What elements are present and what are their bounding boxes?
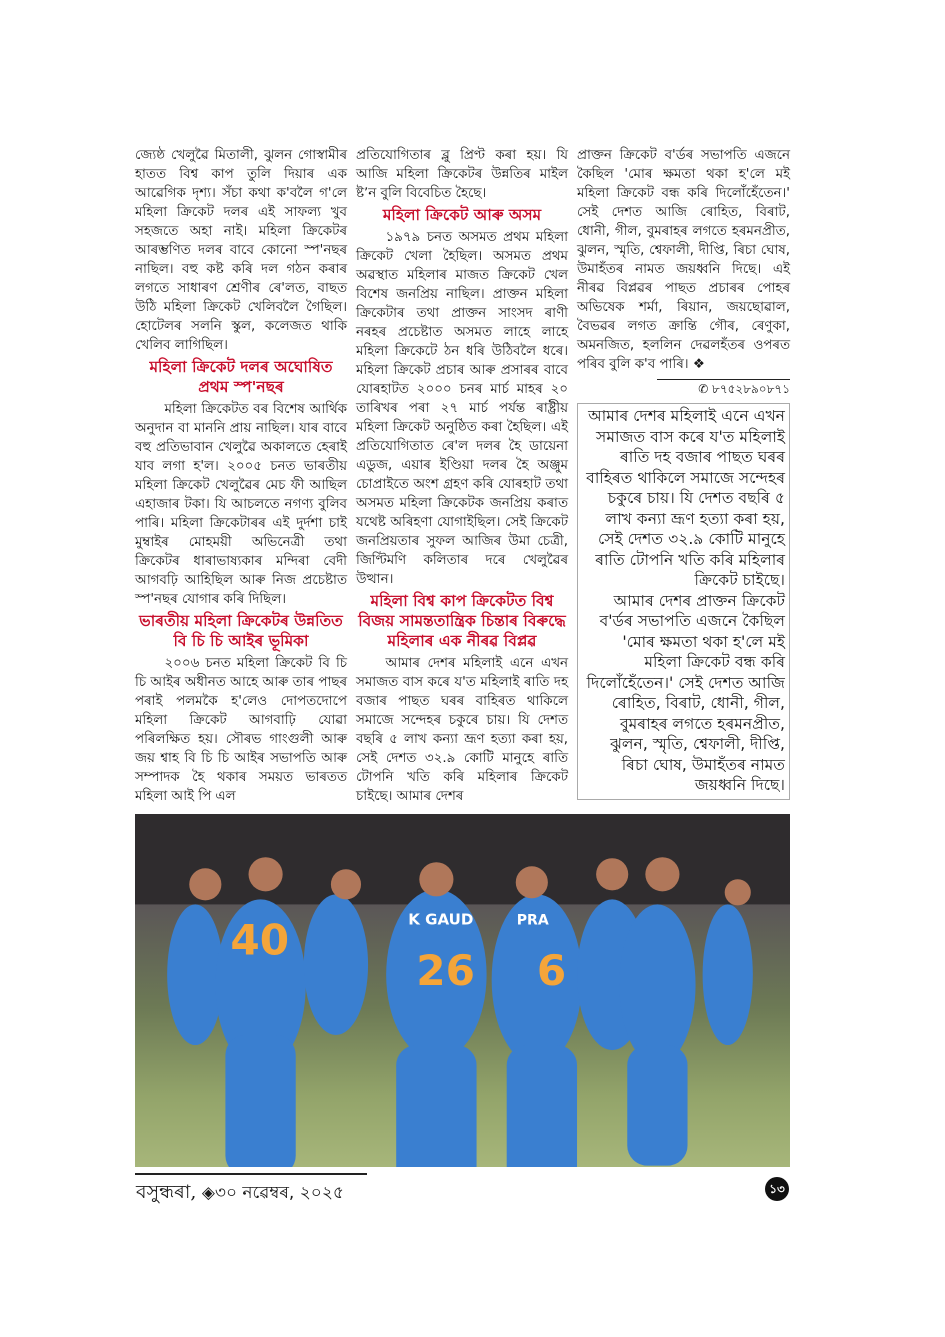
player <box>304 894 368 1035</box>
column-2 <box>356 146 568 806</box>
subheading: ভাৰতীয় মহিলা ক্রিকেটৰ উন্নতিত বি চি চি আইৰ ভূমিকা <box>139 612 343 650</box>
subheading: মহিলা ক্রিকেট দলৰ অঘোষিত প্রথম স্প'নছৰ <box>149 358 333 396</box>
stadium-background <box>135 814 790 904</box>
paragraph: আমাৰ দেশৰ মহিলাই এনে এখন সমাজত বাস কৰে য'ত মহিলাই ৰাতি দহ বজাৰ পাছত ঘৰৰ বাহিৰত থাকিলে সমাজে সন্দেহৰ চকুৰে চায়। যি দেশত বছৰি ৫ লাখ কন্যা ভ্রূণ হত্যা কৰা হয়, সেই দেশত ৩২.৯ কোটি মানুহে ৰাতি টোপনি খতি কৰি মহিলাৰ ক্রিকেট চাইছে। আমাৰ দেশৰ <box>356 656 568 804</box>
paragraph: ১৯৭৯ চনত অসমত প্রথম মহিলা ক্রিকেট খেলা হৈছিল। অসমত প্রথম অৱস্থাত মহিলাৰ মাজত ক্রিকেট খেল বিশেষ জনপ্রিয় নাছিল। প্রাক্তন মহিলা ক্রিকেটাৰ তথা প্রাক্তন সাংসদ ৰাণী নৰহৰ প্রচেষ্টাত অসমত লাহে লাহে মহিলা ক্রিকেটে ঠন ধৰি উঠিবলৈ ধৰে। মহিলা ক্রিকেট প্রচাৰ আৰু প্রসাৰৰ বাবে যোৰহাটত ২০০০ চনৰ মার্চ মাহৰ ২০ তাৰিখৰ পৰা ২৭ মার্চ পর্যন্ত ৰাষ্ট্রীয় মহিলা ক্রিকেট অনুষ্ঠিত কৰা হৈছিল। এই প্রতিযোগিতাত ৰে'ল দলৰ হৈ ডায়েনা এডুজ, এয়াৰ ইণ্ডিয়া দলৰ হৈ অঞ্জুম চোপ্রাইতে অংশ গ্রহণ কৰি যোৰহাট তথা অসমত মহিলা ক্রিকেটক জনপ্রিয় কৰাত যথেষ্ট অৰিহণা যোগাইছিল। সেই ক্রিকেট জনপ্রিয়তাৰ সুফল আজিৰ উমা চেত্রী, জিণ্টিমণি কলিতাৰ দৰে খেলুৱৈৰ উত্থান। <box>356 230 568 587</box>
pull-quote-box <box>577 403 790 800</box>
paragraph: প্রাক্তন ক্রিকেট ব'র্ডৰ সভাপতি এজনে কৈছিল 'মোৰ ক্ষমতা থকা হ'লে মই মহিলা ক্রিকেট বন্ধ কৰি দিলোঁহেঁতেন।' সেই দেশত আজি ৰোহিত, বিৰাট, ধোনী, গীল, বুমৰাহৰ লগতে হৰমনপ্রীত, ঝুলন, স্মৃতি, শ্বেফালী, দীপ্তি, ৰিচা ঘোষ, উমাহঁতৰ নামত জয়ধ্বনি দিছে। এই নীৰৱ বিপ্লৱৰ পাছত প্রচাৰৰ পোহৰ অভিষেক শর্মা, ৰিয়ান, জয়ছোৱাল, বৈভৱৰ লগত ক্রান্তি গৌৰ, ৰেণুকা, অমনজিত, হললিন দেৱলহঁতৰ ওপৰত পৰিব বুলি ক'ব পাৰি। ❖ <box>577 148 790 372</box>
pull-quote-paragraph: আমাৰ দেশৰ প্রাক্তন ক্রিকেট ব'র্ডৰ সভাপতি এজনে কৈছিল 'মোৰ ক্ষমতা থকা হ'লে মই মহিলা ক্রিকেট বন্ধ কৰি দিলোঁহেঁতেন।' সেই দেশত আজি ৰোহিত, বিৰাট, ধোনী, গীল, বুমৰাহৰ লগতে হৰমনপ্রীত, ঝুলন, স্মৃতি, শ্বেফালী, দীপ্তি, ৰিচা ঘোষ, উমাহঁতৰ নামত জয়ধ্বনি দিছে। <box>586 591 785 794</box>
player <box>703 904 753 1045</box>
jersey-name: PRA <box>516 912 549 929</box>
team-celebration-photo <box>135 814 790 1167</box>
player-legs <box>396 1045 476 1167</box>
magazine-name: বসুন্ধৰা, <box>136 1181 197 1203</box>
jersey-number: 40 <box>230 915 290 965</box>
article <box>135 146 790 1167</box>
jersey-name: K GAUD <box>408 910 474 929</box>
paragraph: প্রতিযোগিতাৰ ব্লু প্রিণ্ট কৰা হয়। যি আজি মহিলা ক্রিকেটৰ উন্নতিৰ মাইল ষ্টʼন বুলি বিবেচিত হৈছে। <box>356 148 568 201</box>
article-columns <box>135 146 790 806</box>
player-legs <box>507 1045 577 1167</box>
player <box>619 904 695 1065</box>
player-legs <box>225 1035 295 1167</box>
pull-quote-paragraph: আমাৰ দেশৰ মহিলাই এনে এখন সমাজত বাস কৰে য'ত মহিলাই ৰাতি দহ বজাৰ পাছত ঘৰৰ বাহিৰত থাকিলে সমাজে সন্দেহৰ চকুৰে চায়। যি দেশত বছৰি ৫ লাখ কন্যা ভ্রূণ হত্যা কৰা হয়, সেই দেশত ৩২.৯ কোটি মানুহে ৰাতি টোপনি খতি কৰি মহিলাৰ ক্রিকেট চাইছে। <box>586 407 785 589</box>
column-1 <box>135 146 347 806</box>
photo-illustration <box>135 814 790 1167</box>
player-legs <box>627 1045 687 1166</box>
page-number: ১৩ <box>765 1177 789 1201</box>
subheading: মহিলা বিশ্ব কাপ ক্রিকেটত বিশ্ব বিজয় সামন্ততান্ত্রিক চিন্তাৰ বিৰুদ্ধে মহিলাৰ এক নীৰৱ বিপ্লৱ <box>358 592 566 650</box>
paragraph: ২০০৬ চনত মহিলা ক্রিকেট বি চি চি আইৰ অধীনত আহে আৰু তাৰ পাছৰ পৰাই পলমকৈ হ'লেও দোপতদোপে মহিলা ক্রিকেট আগবাঢ়ি যোৱা পৰিলক্ষিত হয়। সৌৰভ গাংগুলী আৰু জয় শ্বাহ বি চি চি আইৰ সভাপতি আৰু সম্পাদক হৈ থকাৰ সময়ত ভাৰতত মহিলা আই পি এল <box>135 656 347 804</box>
column-3 <box>577 146 790 800</box>
paragraph: মহিলা ক্রিকেটত বৰ বিশেষ আর্থিক অনুদান বা মাননি প্রায় নাছিল। যাৰ বাবে বহু প্রতিভাবান খেলুৱৈ অকালতে হেৰাই যাব লগা হ'ল। ২০০৫ চনত ভাৰতীয় মহিলা ক্রিকেট খেলুৱৈৰ মেচ ফী আছিল এহাজাৰ টকা। যি আচলতে নগণ্য বুলিব পাৰি। মহিলা ক্রিকেটাৰৰ এই দুর্দশা চাই মুম্বাইৰ মোহময়ী অভিনেত্রী তথা ক্রিকেটৰ ধাৰাভাষ্যকাৰ মন্দিৰা বেদী আগবঢ়ি আহিছিল আৰু নিজ প্রচেষ্টাত স্প'নছৰ যোগাৰ কৰি দিছিল। <box>135 402 347 607</box>
author-phone: ✆ ৮৭৫২৮৯০৮৭১ <box>657 379 790 397</box>
footer <box>136 1178 344 1210</box>
paragraph: জ্যেষ্ঠ খেলুৱৈ মিতালী, ঝুলন গোস্বামীৰ হাতত বিশ্ব কাপ তুলি দিয়াৰ এক আৱেগিক দৃশ্য। সঁচা কথা ক'বলৈ গ'লে মহিলা ক্রিকেট দলৰ এই সাফল্য খুব সহজতে অহা নাই। মহিলা ক্রিকেটৰ আৰম্ভণিত দলৰ বাবে কোনো স্প'নছৰ নাছিল। বহু কষ্ট কৰি দল গঠন কৰাৰ লগতে সাধাৰণ শ্রেণীৰ ৰে'লত, বাছত উঠি মহিলা ক্রিকেট খেলিবলৈ গৈছিল। হোটেলৰ সলনি স্কুল, কলেজত থাকি খেলিব লাগিছিল। <box>135 148 347 353</box>
jersey-number: 6 <box>536 945 567 995</box>
subheading: মহিলা ক্রিকেট আৰু অসম <box>382 206 542 224</box>
footer-rule <box>135 1173 367 1175</box>
issue-date: ◈৩০ নৱেম্বৰ, ২০২৫ <box>201 1183 344 1203</box>
player <box>167 904 223 1045</box>
jersey-number: 26 <box>416 945 476 995</box>
